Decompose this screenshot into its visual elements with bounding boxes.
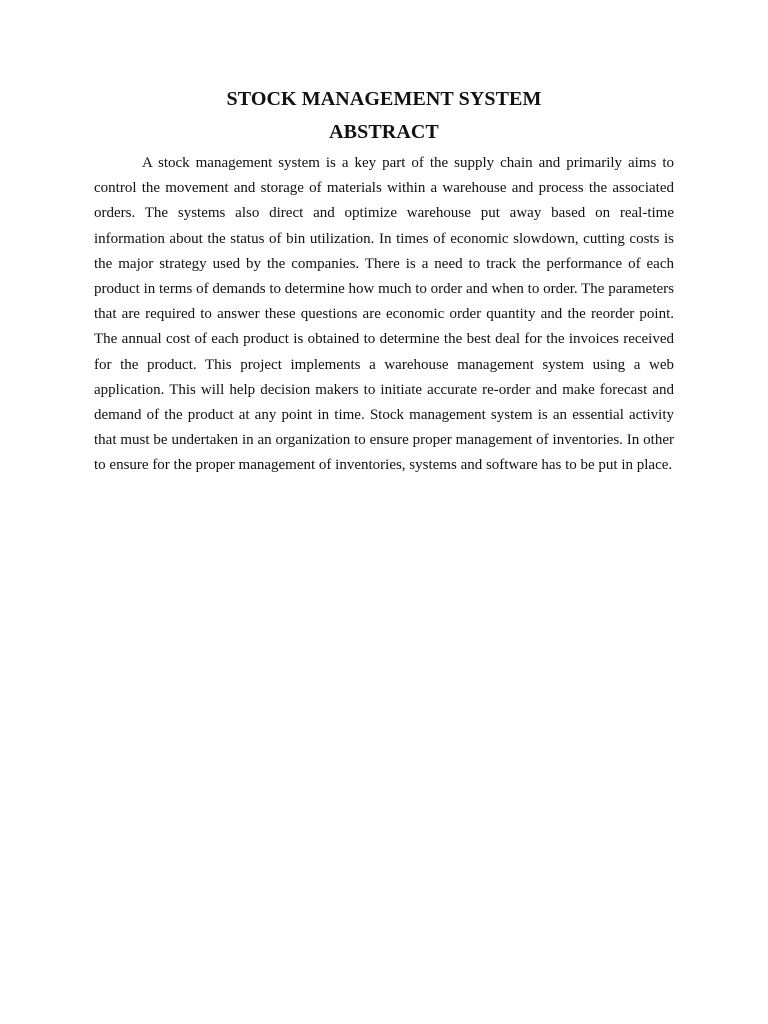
section-heading-text: ABSTRACT (329, 121, 439, 143)
abstract-paragraph: A stock management system is a key part of the supply chain and primarily aims to control the movement and storage of materials within a warehouse and process the associated orders. The systems also direct and optimize warehouse put away based on real-time information about the status of bin utilization. In times of economic slowdown, cutting costs is the major strategy used by the companies. There is a need to track the performance of each product in terms of demands to determine how much to order and when to order. The parameters that are required to answer these questions are economic order quantity and the reorder point. The annual cost of each product is obtained to determine the best deal for the invoices received for the product. This project implements a warehouse management system using a web application. This will help decision makers to initiate accurate re-order and make forecast and demand of the product at any point in time. Stock management system is an essential activity that must be undertaken in an organization to ensure proper management of inventories. In other to ensure for the proper management of inventories, systems and software has to be put in place. (94, 155, 674, 474)
document-title-text: STOCK MANAGEMENT SYSTEM (226, 88, 542, 110)
section-heading (0, 119, 768, 145)
document-title (0, 86, 768, 112)
